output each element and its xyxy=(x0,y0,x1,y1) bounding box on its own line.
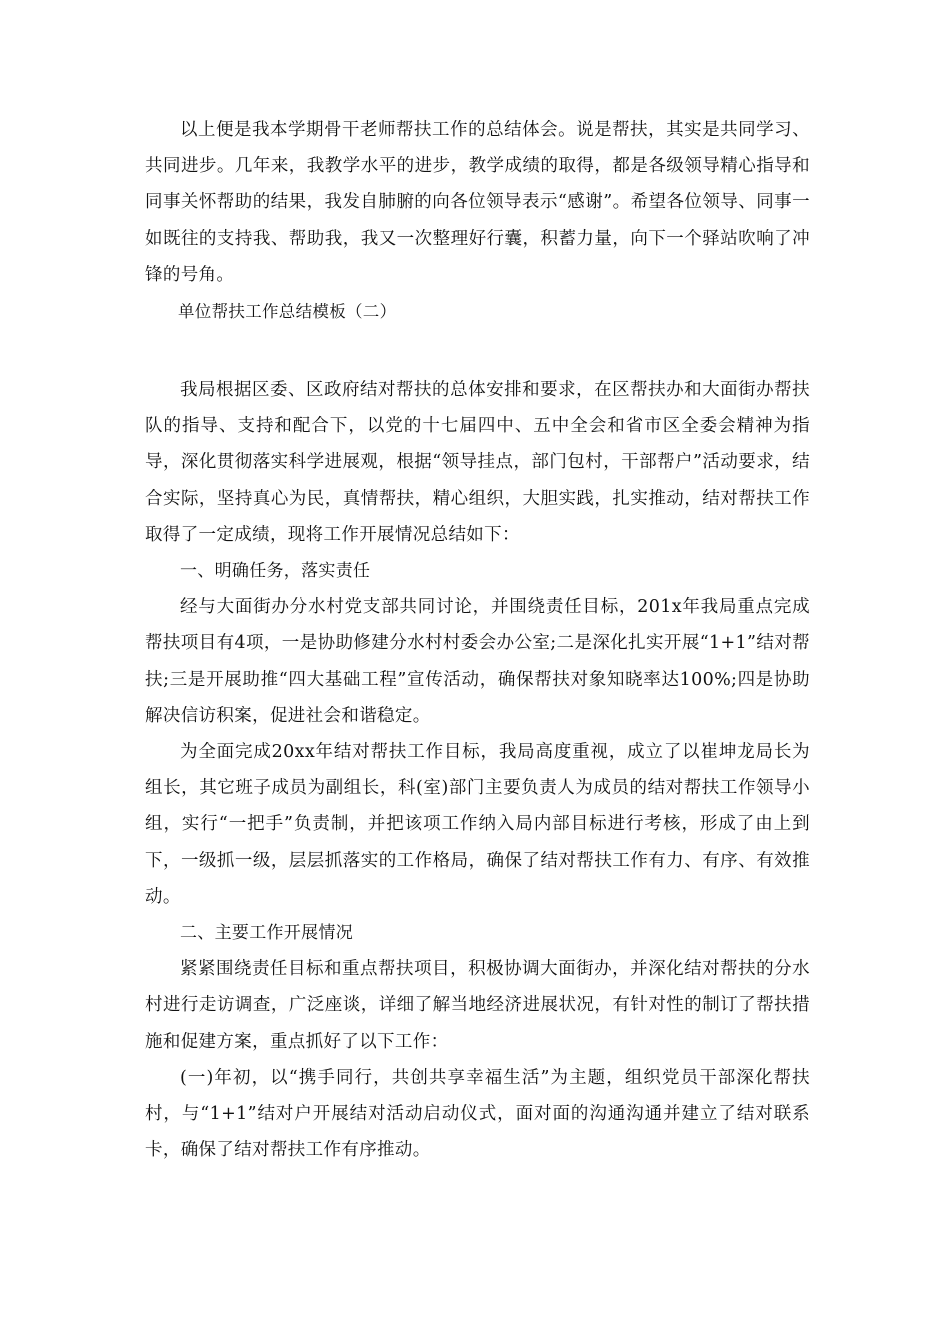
heading-1: 一、明确任务，落实责任 xyxy=(180,561,371,582)
paragraph-1b: 为全面完成20xx年结对帮扶工作目标，我局高度重视，成立了以崔坤龙局长为组长，其它班子成员为副组长，科(室)部门主要负责人为成员的结对帮扶工作领导小组，实行“一把手”负责制，并把该项工作纳入局内部目标进行考核，形成了由上到下，一级抓一级，层层抓落实的工作格局，确保了结对帮扶工作有力、有序、有效推动。 xyxy=(145,742,810,907)
document-page xyxy=(145,112,810,1168)
heading-2: 二、主要工作开展情况 xyxy=(180,923,353,944)
paragraph-1a: 经与大面街办分水村党支部共同讨论，并围绕责任目标，201x年我局重点完成帮扶项目有4项，一是协助修建分水村村委会办公室;二是深化扎实开展“1+1”结对帮扶;三是开展助推“四大基础工程”宣传活动，确保帮扶对象知晓率达100%;四是协助解决信访积案，促进社会和谐稳定。 xyxy=(145,597,810,726)
intro-paragraph: 以上便是我本学期骨干老师帮扶工作的总结体会。说是帮扶，其实是共同学习、共同进步。几年来，我教学水平的进步，教学成绩的取得，都是各级领导精心指导和同事关怀帮助的结果，我发自肺腑的向各位领导表示“感谢”。希望各位领导、同事一如既往的支持我、帮助我，我又一次整理好行囊，积蓄力量，向下一个驿站吹响了冲锋的号角。 xyxy=(145,120,810,285)
section-title: 单位帮扶工作总结模板（二） xyxy=(178,302,397,322)
paragraph-2b: (一)年初，以“携手同行，共创共享幸福生活”为主题，组织党员干部深化帮扶村，与“1+1”结对户开展结对活动启动仪式，面对面的沟通沟通并建立了结对联系卡，确保了结对帮扶工作有序推动。 xyxy=(145,1067,810,1161)
opening-paragraph: 我局根据区委、区政府结对帮扶的总体安排和要求，在区帮扶办和大面街办帮扶队的指导、支持和配合下，以党的十七届四中、五中全会和省市区全委会精神为指导，深化贯彻落实科学进展观，根据“领导挂点，部门包村，干部帮户”活动要求，结合实际，坚持真心为民，真情帮扶，精心组织，大胆实践，扎实推动，结对帮扶工作取得了一定成绩，现将工作开展情况总结如下： xyxy=(145,380,810,545)
paragraph-2a: 紧紧围绕责任目标和重点帮扶项目，积极协调大面街办，并深化结对帮扶的分水村进行走访调查，广泛座谈，详细了解当地经济进展状况，有针对性的制订了帮扶措施和促建方案，重点抓好了以下工作： xyxy=(145,959,810,1052)
